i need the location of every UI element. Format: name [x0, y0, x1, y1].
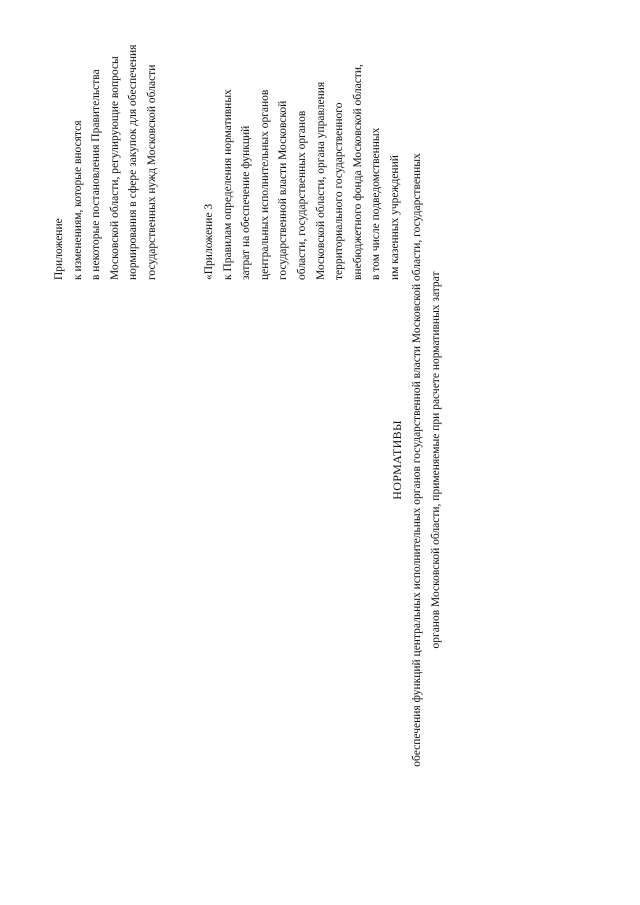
appendix-3-line: Московской области, органа управления	[314, 81, 327, 280]
appendix-3-line: территориального государственного	[333, 102, 346, 280]
appendix-3-line: области, государственных органов	[295, 110, 308, 280]
appendix-3-line: в том числе подведомственных	[370, 127, 383, 280]
appendix-line: в некоторые постановления Правительства	[90, 69, 103, 280]
appendix-header	[50, 45, 162, 280]
appendix-3-line: государственной власти Московской	[277, 100, 290, 280]
appendix-line: Московской области, регулирующие вопросы	[108, 56, 121, 280]
appendix-line: государственных нужд Московской области	[145, 64, 158, 280]
appendix-3-header	[200, 64, 405, 280]
appendix-3-line: затрат на обеспечение функций	[240, 125, 253, 280]
subtitle-line: обеспечения функций центральных исполнительных органов государственной власти Московской области, государственных	[411, 153, 423, 767]
appendix-3-line: внебюджетного фонда Московской области,	[351, 64, 364, 280]
document-title: НОРМАТИВЫ	[390, 420, 404, 500]
appendix-line: к изменениям, которые вносятся	[71, 120, 84, 280]
document-subtitle	[408, 40, 445, 880]
appendix-3-line: центральных исполнительных органов	[258, 89, 271, 280]
rotated-content	[50, 40, 480, 880]
appendix-3-line: им казенных учреждений	[388, 155, 401, 280]
appendix-line: Приложение	[53, 218, 65, 280]
appendix-line: нормирования в сфере закупок для обеспечения	[127, 44, 140, 280]
subtitle-line: органов Московской области, применяемые при расчете нормативных затрат	[429, 271, 442, 649]
appendix-3-line: «Приложение 3	[203, 203, 215, 280]
appendix-3-line: к Правилам определения нормативных	[221, 89, 234, 280]
